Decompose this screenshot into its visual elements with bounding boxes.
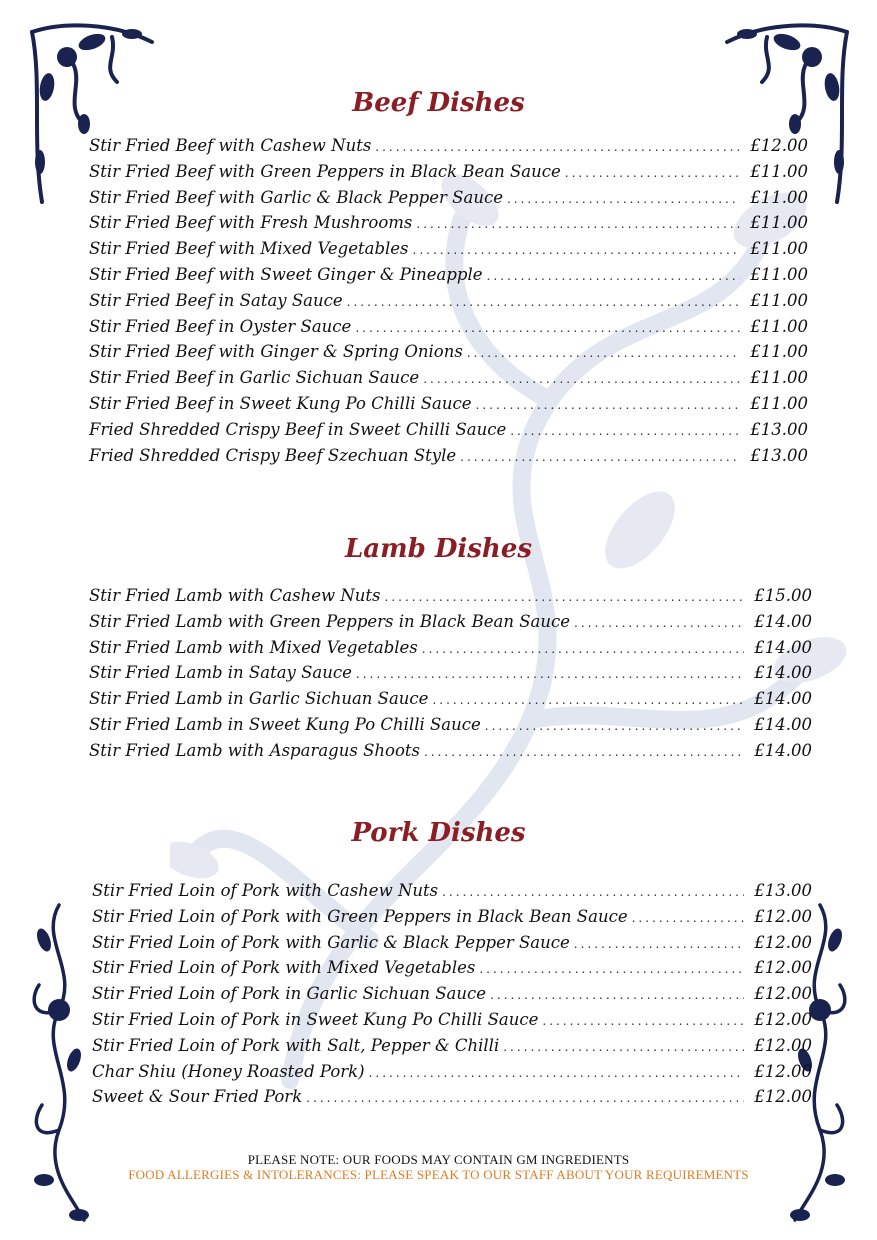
dot-leader [510, 424, 740, 438]
menu-item-name: Stir Fried Lamb with Asparagus Shoots [89, 740, 420, 760]
menu-item-price: £12.00 [754, 1087, 812, 1107]
menu-item-name: Stir Fried Loin of Pork in Garlic Sichuan Sauce [92, 984, 487, 1004]
dot-leader [507, 192, 740, 206]
gm-ingredients-note: PLEASE NOTE: OUR FOODS MAY CONTAIN GM INGREDIENTS [247, 1152, 630, 1167]
menu-item-name: Stir Fried Loin of Pork with Garlic & Black Pepper Sauce [92, 932, 570, 952]
menu-item-name: Sweet & Sour Fried Pork [92, 1087, 303, 1107]
menu-item-price: £11.00 [750, 239, 808, 259]
menu-item-price: £12.00 [754, 1035, 812, 1055]
menu-item-name: Stir Fried Loin of Pork with Mixed Vegetables [92, 958, 476, 978]
dot-leader [347, 295, 740, 309]
dot-leader [490, 988, 744, 1002]
menu-item [89, 368, 808, 394]
dot-leader [503, 1040, 744, 1054]
menu-item [89, 239, 808, 265]
dot-leader [632, 911, 744, 925]
menu-item [89, 638, 812, 664]
menu-item-price: £11.00 [750, 213, 808, 233]
menu-item-name: Stir Fried Loin of Pork in Sweet Kung Po Chilli Sauce [92, 1009, 539, 1029]
menu-item [92, 1062, 812, 1088]
menu-item-price: £13.00 [754, 881, 812, 900]
dot-leader [485, 719, 744, 733]
dot-leader [369, 1066, 744, 1080]
dot-leader [460, 450, 740, 464]
section-title-lamb: Lamb Dishes [344, 534, 532, 564]
dot-leader [487, 269, 740, 283]
menu-item [92, 1087, 812, 1113]
menu-item-name: Stir Fried Beef with Fresh Mushrooms [89, 213, 413, 233]
menu-item [89, 394, 808, 420]
dot-leader [355, 321, 740, 335]
menu-item-price: £15.00 [754, 586, 812, 605]
menu-item-name: Stir Fried Beef with Garlic & Black Pepper Sauce [89, 187, 503, 207]
menu-item [89, 715, 812, 741]
menu-item-price: £14.00 [754, 611, 812, 631]
menu-item-price: £11.00 [750, 368, 808, 388]
menu-item [89, 663, 812, 689]
menu-item [92, 984, 812, 1010]
menu-item-price: £12.00 [754, 984, 812, 1004]
section-title-pork: Pork Dishes [351, 818, 526, 848]
menu-item-price: £11.00 [750, 187, 808, 207]
menu-item-price: £12.00 [750, 136, 808, 155]
menu-item [89, 446, 808, 472]
menu-item-price: £12.00 [754, 1061, 812, 1081]
menu-item-price: £11.00 [750, 290, 808, 310]
menu-item [92, 1036, 812, 1062]
menu-item-name: Stir Fried Beef with Cashew Nuts [89, 136, 372, 155]
menu-item [92, 907, 812, 933]
menu-item [89, 291, 808, 317]
menu-item [89, 420, 808, 446]
dot-leader [375, 140, 740, 154]
menu-item-name: Stir Fried Beef in Oyster Sauce [89, 316, 352, 336]
menu-item-price: £14.00 [754, 740, 812, 760]
menu-item [89, 612, 812, 638]
menu-item-name: Stir Fried Beef with Sweet Ginger & Pineapple [89, 264, 483, 284]
section-title-beef: Beef Dishes [352, 88, 525, 118]
dot-leader [423, 372, 740, 386]
menu-item-name: Stir Fried Beef in Garlic Sichuan Sauce [89, 368, 420, 388]
dot-leader [422, 642, 744, 656]
menu-item-price: £14.00 [754, 714, 812, 734]
menu-item-name: Stir Fried Beef in Sweet Kung Po Chilli Sauce [89, 393, 472, 413]
menu-item-name: Stir Fried Beef in Satay Sauce [89, 290, 343, 310]
dot-leader [356, 667, 744, 681]
menu-item-price: £12.00 [754, 906, 812, 926]
lamb-menu-list [89, 586, 812, 767]
dot-leader [574, 616, 744, 630]
menu-item-name: Stir Fried Lamb in Garlic Sichuan Sauce [89, 689, 429, 709]
menu-item-price: £11.00 [750, 161, 808, 181]
menu-item [89, 265, 808, 291]
menu-item-name: Stir Fried Loin of Pork with Cashew Nuts [92, 881, 439, 900]
menu-item-price: £12.00 [754, 958, 812, 978]
dot-leader [385, 590, 744, 604]
menu-item [92, 881, 812, 907]
menu-item-name: Stir Fried Lamb with Mixed Vegetables [89, 637, 418, 657]
menu-item-price: £14.00 [754, 689, 812, 709]
menu-item-price: £13.00 [750, 419, 808, 439]
menu-item [89, 188, 808, 214]
menu-item-price: £14.00 [754, 663, 812, 683]
menu-item [89, 586, 812, 612]
dot-leader [574, 937, 744, 951]
menu-item-name: Stir Fried Loin of Pork with Green Peppers in Black Bean Sauce [92, 906, 628, 926]
dot-leader [442, 885, 744, 899]
menu-item-name: Stir Fried Beef with Ginger & Spring Onions [89, 342, 463, 362]
menu-item-name: Stir Fried Lamb with Cashew Nuts [89, 586, 381, 605]
menu-item [89, 342, 808, 368]
menu-item [89, 689, 812, 715]
dot-leader [476, 398, 740, 412]
menu-item-price: £14.00 [754, 637, 812, 657]
menu-item-name: Fried Shredded Crispy Beef in Sweet Chilli Sauce [89, 419, 507, 439]
menu-item-price: £11.00 [750, 342, 808, 362]
dot-leader [306, 1091, 744, 1105]
pork-menu-list [92, 881, 812, 1113]
menu-item-name: Stir Fried Lamb with Green Peppers in Black Bean Sauce [89, 611, 571, 631]
beef-menu-list [89, 136, 808, 471]
dot-leader [424, 745, 744, 759]
menu-item-price: £12.00 [754, 1009, 812, 1029]
menu-item [89, 317, 808, 343]
menu-item [89, 741, 812, 767]
menu-item-price: £12.00 [754, 932, 812, 952]
dot-leader [479, 962, 744, 976]
menu-item-price: £13.00 [750, 445, 808, 465]
menu-item [89, 162, 808, 188]
dot-leader [432, 693, 744, 707]
allergy-note: FOOD ALLERGIES & INTOLERANCES: PLEASE SPEAK TO OUR STAFF ABOUT YOUR REQUIREMENTS [128, 1167, 749, 1182]
menu-item [89, 213, 808, 239]
menu-item-price: £11.00 [750, 316, 808, 336]
menu-item-price: £11.00 [750, 264, 808, 284]
menu-item-name: Fried Shredded Crispy Beef Szechuan Style [89, 445, 457, 465]
menu-item-name: Char Shiu (Honey Roasted Pork) [92, 1061, 365, 1081]
menu-item-name: Stir Fried Lamb in Sweet Kung Po Chilli Sauce [89, 714, 481, 734]
menu-item-name: Stir Fried Beef with Mixed Vegetables [89, 239, 409, 259]
dot-leader [467, 346, 740, 360]
menu-item-price: £11.00 [750, 393, 808, 413]
menu-item [92, 1010, 812, 1036]
menu-item [89, 136, 808, 162]
menu-item [92, 933, 812, 959]
dot-leader [416, 217, 740, 231]
dot-leader [413, 243, 740, 257]
dot-leader [565, 166, 740, 180]
menu-item-name: Stir Fried Loin of Pork with Salt, Pepper & Chilli [92, 1035, 500, 1055]
dot-leader [542, 1014, 744, 1028]
menu-item-name: Stir Fried Lamb in Satay Sauce [89, 663, 352, 683]
menu-item [92, 958, 812, 984]
menu-item-name: Stir Fried Beef with Green Peppers in Black Bean Sauce [89, 161, 561, 181]
